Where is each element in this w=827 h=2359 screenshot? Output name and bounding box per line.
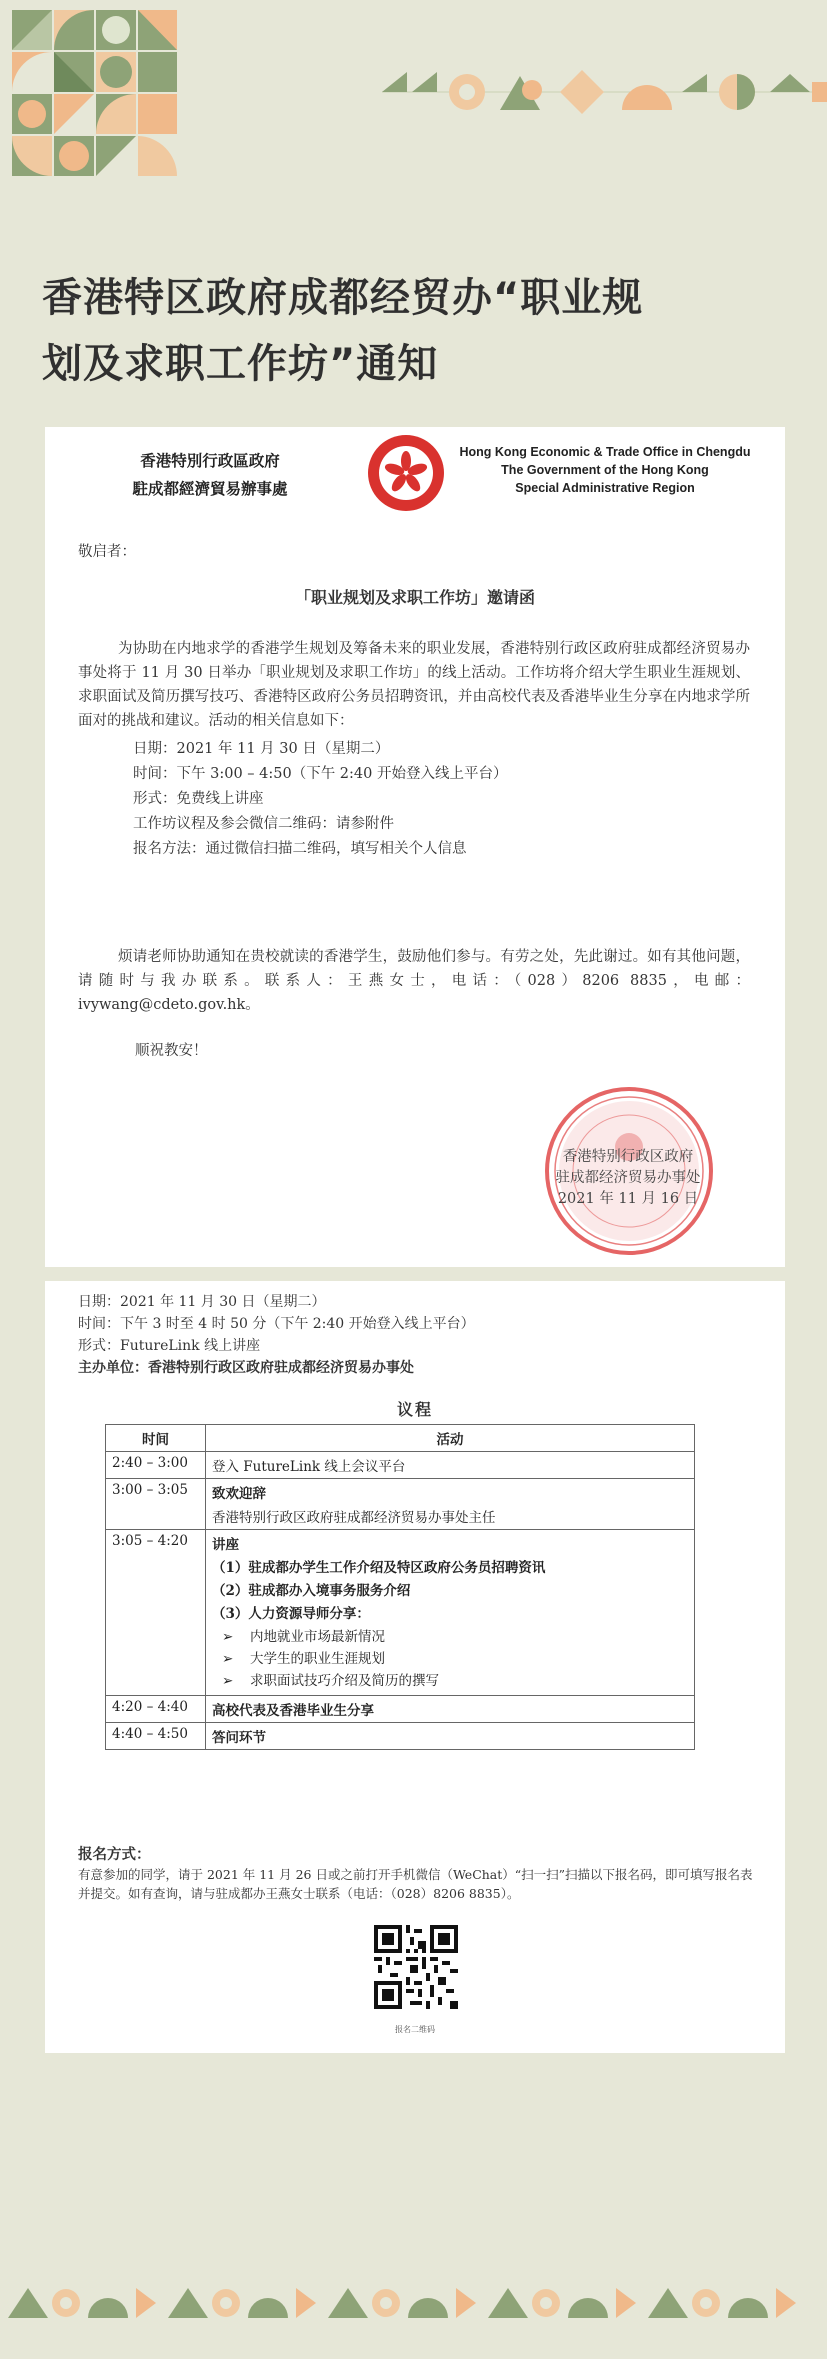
row-time: 2:40 – 3:00 <box>106 1452 206 1479</box>
bullet-text: 内地就业市场最新情况 <box>250 1629 385 1645</box>
row-activity: 答问环节 <box>206 1723 695 1750</box>
list-item <box>212 1648 688 1670</box>
info-date: 日期：2021 年 11 月 30 日（星期二） <box>133 741 390 757</box>
closing-regards: 顺祝教安！ <box>135 1043 208 1059</box>
decorative-pattern-top-left <box>12 10 177 180</box>
invitation-letter-card <box>45 427 785 1267</box>
attachment-info <box>78 1291 475 1379</box>
agenda-col-activity: 活动 <box>206 1425 695 1452</box>
agenda-table <box>105 1424 695 1750</box>
salutation: 敬启者： <box>78 544 136 560</box>
row-activity: 登入 FutureLink 线上会议平台 <box>206 1452 695 1479</box>
table-row <box>106 1696 695 1723</box>
list-item <box>212 1670 688 1692</box>
registration-qr-code-icon <box>374 1925 458 2009</box>
event-info-list <box>133 737 507 862</box>
letterhead-en-line-3: Special Administrative Region <box>515 481 695 495</box>
activity-detail: 香港特别行政区政府驻成都经济贸易办事处主任 <box>212 1510 496 1526</box>
row-time: 4:20 – 4:40 <box>106 1696 206 1723</box>
lecture-item-2: （2）驻成都办入境事务服务介绍 <box>212 1583 411 1599</box>
hksar-emblem-icon <box>365 432 447 514</box>
invitation-title: 「职业规划及求职工作坊」邀请函 <box>294 588 535 607</box>
table-row <box>106 1723 695 1750</box>
page-title-line-1: 香港特区政府成都经贸办“职业规 <box>42 275 644 321</box>
attachment-date: 日期：2021 年 11 月 30 日（星期二） <box>78 1294 326 1310</box>
registration-title: 报名方式： <box>78 1846 151 1863</box>
bullet-text: 大学生的职业生涯规划 <box>250 1651 385 1667</box>
info-agenda-qr: 工作坊议程及参会微信二维码：请参附件 <box>133 816 394 832</box>
signature-line-2: 驻成都经济贸易办事处 <box>555 1170 701 1186</box>
attachment-organizer: 主办单位：香港特别行政区政府驻成都经济贸易办事处 <box>78 1360 414 1376</box>
lecture-item-1: （1）驻成都办学生工作介绍及特区政府公务员招聘资讯 <box>212 1560 546 1576</box>
bullet-text: 求职面试技巧介绍及简历的撰写 <box>250 1673 439 1689</box>
qr-caption: 报名二维码 <box>395 2025 435 2034</box>
row-activity <box>206 1479 695 1530</box>
attachment-time: 时间：下午 3 时至 4 时 50 分（下午 2:40 开始登入线上平台） <box>78 1316 475 1332</box>
intro-paragraph: 为协助在内地求学的香港学生规划及筹备未来的职业发展，香港特别行政区政府驻成都经济贸易办事处将于 11 月 30 日举办「职业规划及求职工作坊」的线上活动。工作坊将介绍大学生职业生涯规划、求职面试及简历撰写技巧、香港特区政府公务员招聘资讯，并由高校代表及香港毕业生分享在内地求学所面对的挑战和建议。活动的相关信息如下： <box>78 641 750 729</box>
table-row <box>106 1479 695 1530</box>
letterhead-english <box>440 443 770 497</box>
agenda-col-time: 时间 <box>106 1425 206 1452</box>
row-time: 3:00 – 3:05 <box>106 1479 206 1530</box>
letterhead-en-line-1: Hong Kong Economic & Trade Office in Chengdu <box>459 445 751 459</box>
page-title <box>42 265 802 397</box>
letterhead-cn-line-2: 駐成都經濟貿易辦事處 <box>132 479 288 498</box>
arrow-bullet-icon: ➢ <box>222 1629 234 1645</box>
row-time: 4:40 – 4:50 <box>106 1723 206 1750</box>
table-row <box>106 1530 695 1696</box>
attachment-format: 形式：FutureLink 线上讲座 <box>78 1338 261 1354</box>
lecture-item-3: （3）人力资源导师分享： <box>212 1606 370 1622</box>
signature-date: 2021 年 11 月 16 日 <box>557 1191 699 1207</box>
agenda-header-row <box>106 1425 695 1452</box>
info-time: 时间：下午 3:00 – 4:50（下午 2:40 开始登入线上平台） <box>133 766 508 782</box>
row-activity: 高校代表及香港毕业生分享 <box>206 1696 695 1723</box>
contact-paragraph: 烦请老师协助通知在贵校就读的香港学生，鼓励他们参与。有劳之处，先此谢过。如有其他问题，请随时与我办联系。联系人：王燕女士，电话：（028）8206 8835，电邮：ivywang@cdeto.gov.hk。 <box>78 949 750 1013</box>
activity-heading: 致欢迎辞 <box>212 1486 266 1502</box>
signature-block <box>533 1147 723 1210</box>
row-activity <box>206 1530 695 1696</box>
letterhead-en-line-2: The Government of the Hong Kong <box>501 463 709 477</box>
row-time: 3:05 – 4:20 <box>106 1530 206 1696</box>
registration-text: 有意参加的同学，请于 2021 年 11 月 26 日或之前打开手机微信（WeChat）“扫一扫”扫描以下报名码，即可填写报名表并提交。如有查询，请与驻成都办王燕女士联系（电话：（028）8206 8835）。 <box>78 1867 753 1901</box>
list-item <box>212 1626 688 1648</box>
page-title-line-2: 划及求职工作坊”通知 <box>42 341 439 387</box>
arrow-bullet-icon: ➢ <box>222 1651 234 1667</box>
agenda-title: 议程 <box>396 1400 433 1419</box>
letterhead-chinese <box>105 447 315 503</box>
agenda-card <box>45 1281 785 2053</box>
arrow-bullet-icon: ➢ <box>222 1673 234 1689</box>
info-format: 形式：免费线上讲座 <box>133 791 264 807</box>
activity-heading: 讲座 <box>212 1537 239 1553</box>
info-registration: 报名方法：通过微信扫描二维码，填写相关个人信息 <box>133 841 467 857</box>
signature-line-1: 香港特别行政区政府 <box>562 1149 694 1165</box>
table-row <box>106 1452 695 1479</box>
decorative-pattern-top-right <box>382 62 827 122</box>
letterhead-cn-line-1: 香港特別行政區政府 <box>140 451 280 470</box>
decorative-pattern-bottom <box>8 2283 820 2323</box>
